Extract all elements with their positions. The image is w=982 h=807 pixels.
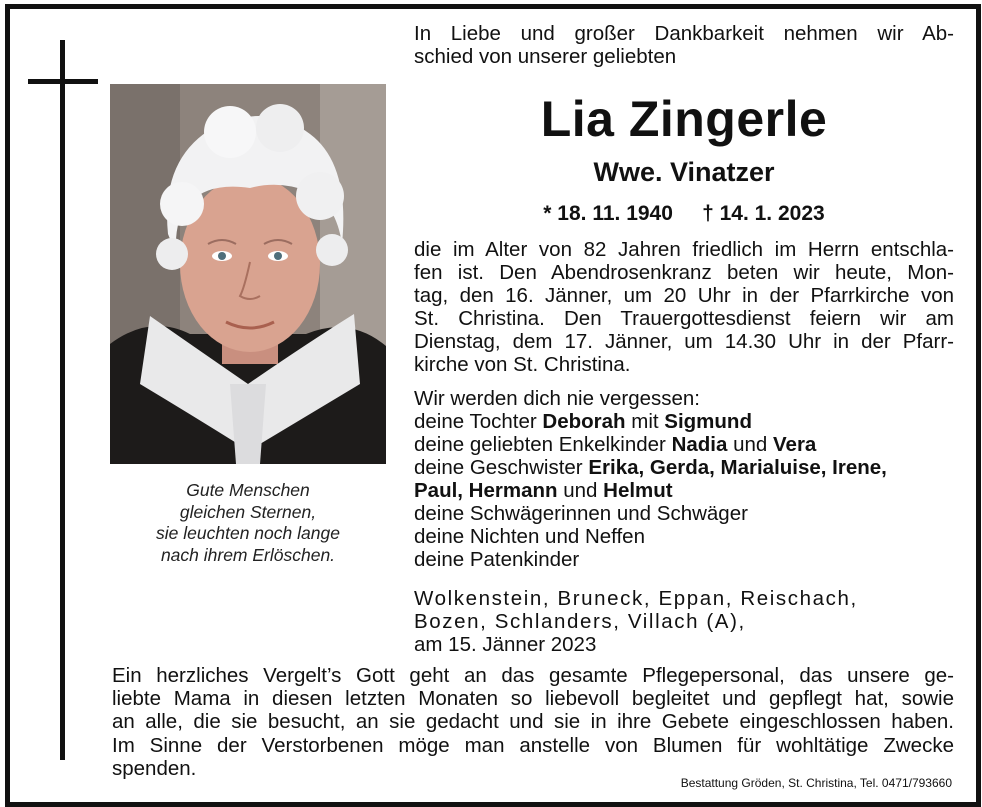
connector: und bbox=[557, 479, 604, 502]
survivor-line: deine Patenkinder bbox=[414, 548, 580, 571]
places-line: Wolkenstein, Bruneck, Eppan, Reischach, bbox=[414, 587, 858, 610]
places-line: Bozen, Schlanders, Villach (A), bbox=[414, 610, 746, 633]
quote-line: nach ihrem Erlöschen. bbox=[160, 544, 336, 565]
body-line: St. Christina. Den Trauergottesdienst feiern wir am bbox=[414, 307, 954, 330]
relation: deine Geschwister bbox=[414, 456, 589, 479]
survivor-name: Erika, Gerda, Marialuise, Irene, bbox=[588, 456, 887, 479]
body-line: Dienstag, dem 17. Jänner, um 14.30 Uhr in der Pfarr- bbox=[414, 330, 954, 353]
date-line: am 15. Jänner 2023 bbox=[414, 633, 597, 656]
survivor-line: deine Nichten und Neffen bbox=[414, 525, 645, 548]
announcement-text bbox=[414, 238, 954, 376]
thanks-line: Im Sinne der Verstorbenen möge man anstelle von Blumen für wohltätige Zwecke bbox=[112, 733, 954, 757]
survivor-line bbox=[414, 456, 954, 479]
portrait-photo bbox=[110, 84, 386, 464]
body-line: die im Alter von 82 Jahren friedlich im Herrn entschla- bbox=[414, 238, 954, 261]
survivor-name: Nadia bbox=[671, 433, 728, 456]
body-line: kirche von St. Christina. bbox=[414, 353, 631, 376]
survivor-line bbox=[414, 433, 954, 456]
thanks-line: spenden. bbox=[112, 756, 197, 780]
survivor-line bbox=[414, 410, 954, 433]
survivor-line bbox=[414, 479, 954, 502]
life-dates: * 18. 11. 1940 † 14. 1. 2023 bbox=[543, 202, 825, 225]
body-line: fen ist. Den Abendrosenkranz beten wir heute, Mon- bbox=[414, 261, 954, 284]
connector: mit bbox=[625, 410, 665, 433]
intro-line: schied von unserer geliebten bbox=[414, 45, 677, 68]
survivor-line: deine Schwägerinnen und Schwäger bbox=[414, 502, 748, 525]
survivors-list bbox=[414, 387, 954, 571]
intro-line: In Liebe und großer Dankbarkeit nehmen wir Ab- bbox=[414, 22, 954, 45]
relation: deine Tochter bbox=[414, 410, 543, 433]
widow-name: Wwe. Vinatzer bbox=[593, 157, 775, 187]
places-and-date bbox=[414, 587, 954, 656]
quote-line: sie leuchten noch lange bbox=[156, 523, 340, 543]
survivors-intro: Wir werden dich nie vergessen: bbox=[414, 387, 700, 410]
thanks-line: an alle, die sie besucht, an sie gedacht und sie in ihre Gebete eingeschlossen haben. bbox=[112, 710, 954, 734]
memorial-quote bbox=[110, 480, 386, 566]
intro-text bbox=[414, 22, 954, 68]
quote-line: Gute Menschen bbox=[186, 480, 310, 500]
survivor-name: Deborah bbox=[542, 410, 626, 433]
quote-line: gleichen Sternen, bbox=[179, 501, 317, 522]
survivor-name: Helmut bbox=[603, 479, 673, 502]
cross-icon bbox=[60, 40, 65, 760]
deceased-name: Lia Zingerle bbox=[540, 91, 828, 147]
connector: und bbox=[727, 433, 774, 456]
thanks-line: Ein herzliches Vergelt’s Gott geht an das gesamte Pflegepersonal, das unsere ge- bbox=[112, 664, 954, 687]
survivor-name: Sigmund bbox=[664, 410, 752, 433]
thanks-text bbox=[112, 664, 954, 780]
survivor-name: Paul, Hermann bbox=[414, 479, 558, 502]
body-line: tag, den 16. Jänner, um 20 Uhr in der Pfarrkirche von bbox=[414, 284, 954, 307]
relation: deine geliebten Enkelkinder bbox=[414, 433, 672, 456]
funeral-home-contact: Bestattung Gröden, St. Christina, Tel. 0471/793660 bbox=[680, 776, 952, 790]
thanks-line: liebte Mama in diesen letzten Monaten so liebevoll begleitet und gepflegt hat, sowie bbox=[112, 687, 954, 711]
cross-icon-bar bbox=[28, 79, 98, 84]
survivor-name: Vera bbox=[773, 433, 817, 456]
